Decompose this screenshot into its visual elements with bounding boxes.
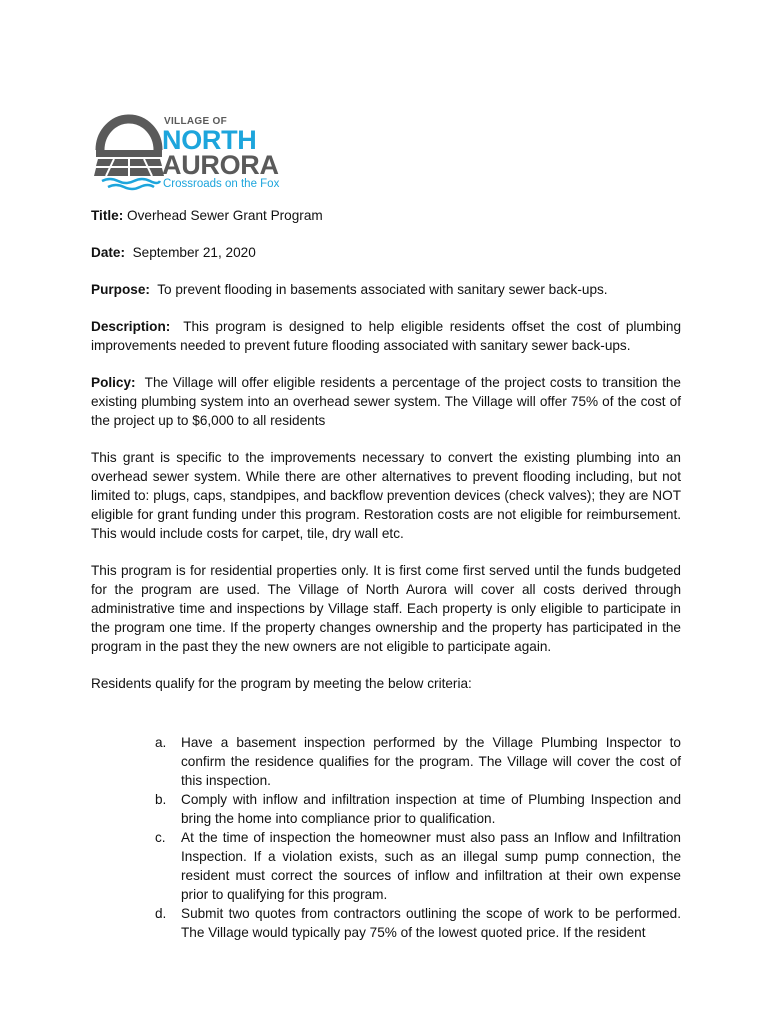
list-item-text: Comply with inflow and infiltration inspection at time of Plumbing Inspection and bring the home into compliance prior to qualification.: [181, 792, 681, 826]
list-item: [155, 790, 681, 828]
list-item: [155, 828, 681, 904]
list-marker: b.: [155, 792, 167, 807]
residential-paragraph: This program is for residential properties only. It is first come first served until the funds budgeted for the program are used. The Village of North Aurora will cover all costs derived through administrative time and inspections by Village staff. Each property is only eligible to participate in the program one time. If the property changes ownership and the property has participated in the program in the past they the new owners are not eligible to participate again.: [91, 563, 681, 654]
list-marker: c.: [155, 830, 166, 845]
title-label: Title:: [91, 208, 124, 223]
grant-scope-paragraph: This grant is specific to the improvements necessary to convert the existing plumbing into an overhead sewer system. While there are other alternatives to prevent flooding including, but not limited to: plugs, caps, standpipes, and backflow prevention devices (check valves); they are NOT eligible for grant funding under this program. Restoration costs are not eligible for reimbursement. This would include costs for carpet, tile, dry wall etc.: [91, 450, 681, 541]
list-item: [155, 904, 681, 942]
purpose-label: Purpose:: [91, 282, 150, 297]
description-label: Description:: [91, 319, 171, 334]
date-label: Date:: [91, 245, 125, 260]
logo-village-of: VILLAGE OF: [164, 116, 227, 127]
list-marker: d.: [155, 906, 167, 921]
title-line: [91, 206, 681, 225]
description-value: This program is designed to help eligible residents offset the cost of plumbing improvements needed to prevent future flooding associated with sanitary sewer back-ups.: [91, 319, 681, 353]
criteria-list: [155, 733, 681, 942]
list-item: [155, 733, 681, 790]
purpose-value: To prevent flooding in basements associated with sanitary sewer back-ups.: [157, 282, 608, 297]
policy-value: The Village will offer eligible residents a percentage of the project costs to transition the existing plumbing system into an overhead sewer system. The Village will offer 75% of the cost of the project up to $6,000 to all residents: [91, 375, 681, 428]
policy-label: Policy:: [91, 375, 136, 390]
date-value: September 21, 2020: [132, 245, 256, 260]
policy-paragraph: [91, 373, 681, 430]
date-line: [91, 243, 681, 262]
logo-aurora: AURORA: [162, 150, 279, 180]
list-item-text: At the time of inspection the homeowner must also pass an Inflow and Infiltration Inspection. If a violation exists, such as an illegal sump pump connection, the resident must correct the sources of inflow and infiltration at their own expense prior to qualifying for this program.: [181, 830, 681, 902]
title-value: Overhead Sewer Grant Program: [127, 208, 323, 223]
purpose-line: [91, 280, 681, 299]
list-item-text: Have a basement inspection performed by the Village Plumbing Inspector to confirm the residence qualifies for the program. The Village will cover the cost of this inspection.: [181, 735, 681, 788]
document-body: [91, 206, 681, 711]
description-paragraph: [91, 317, 681, 355]
criteria-intro: Residents qualify for the program by meeting the below criteria:: [91, 676, 472, 691]
logo-tagline: Crossroads on the Fox: [163, 178, 280, 190]
list-marker: a.: [155, 735, 167, 750]
list-item-text: Submit two quotes from contractors outlining the scope of work to be performed. The Village would typically pay 75% of the lowest quoted price. If the resident: [181, 906, 681, 940]
logo-north: NORTH: [162, 125, 257, 155]
